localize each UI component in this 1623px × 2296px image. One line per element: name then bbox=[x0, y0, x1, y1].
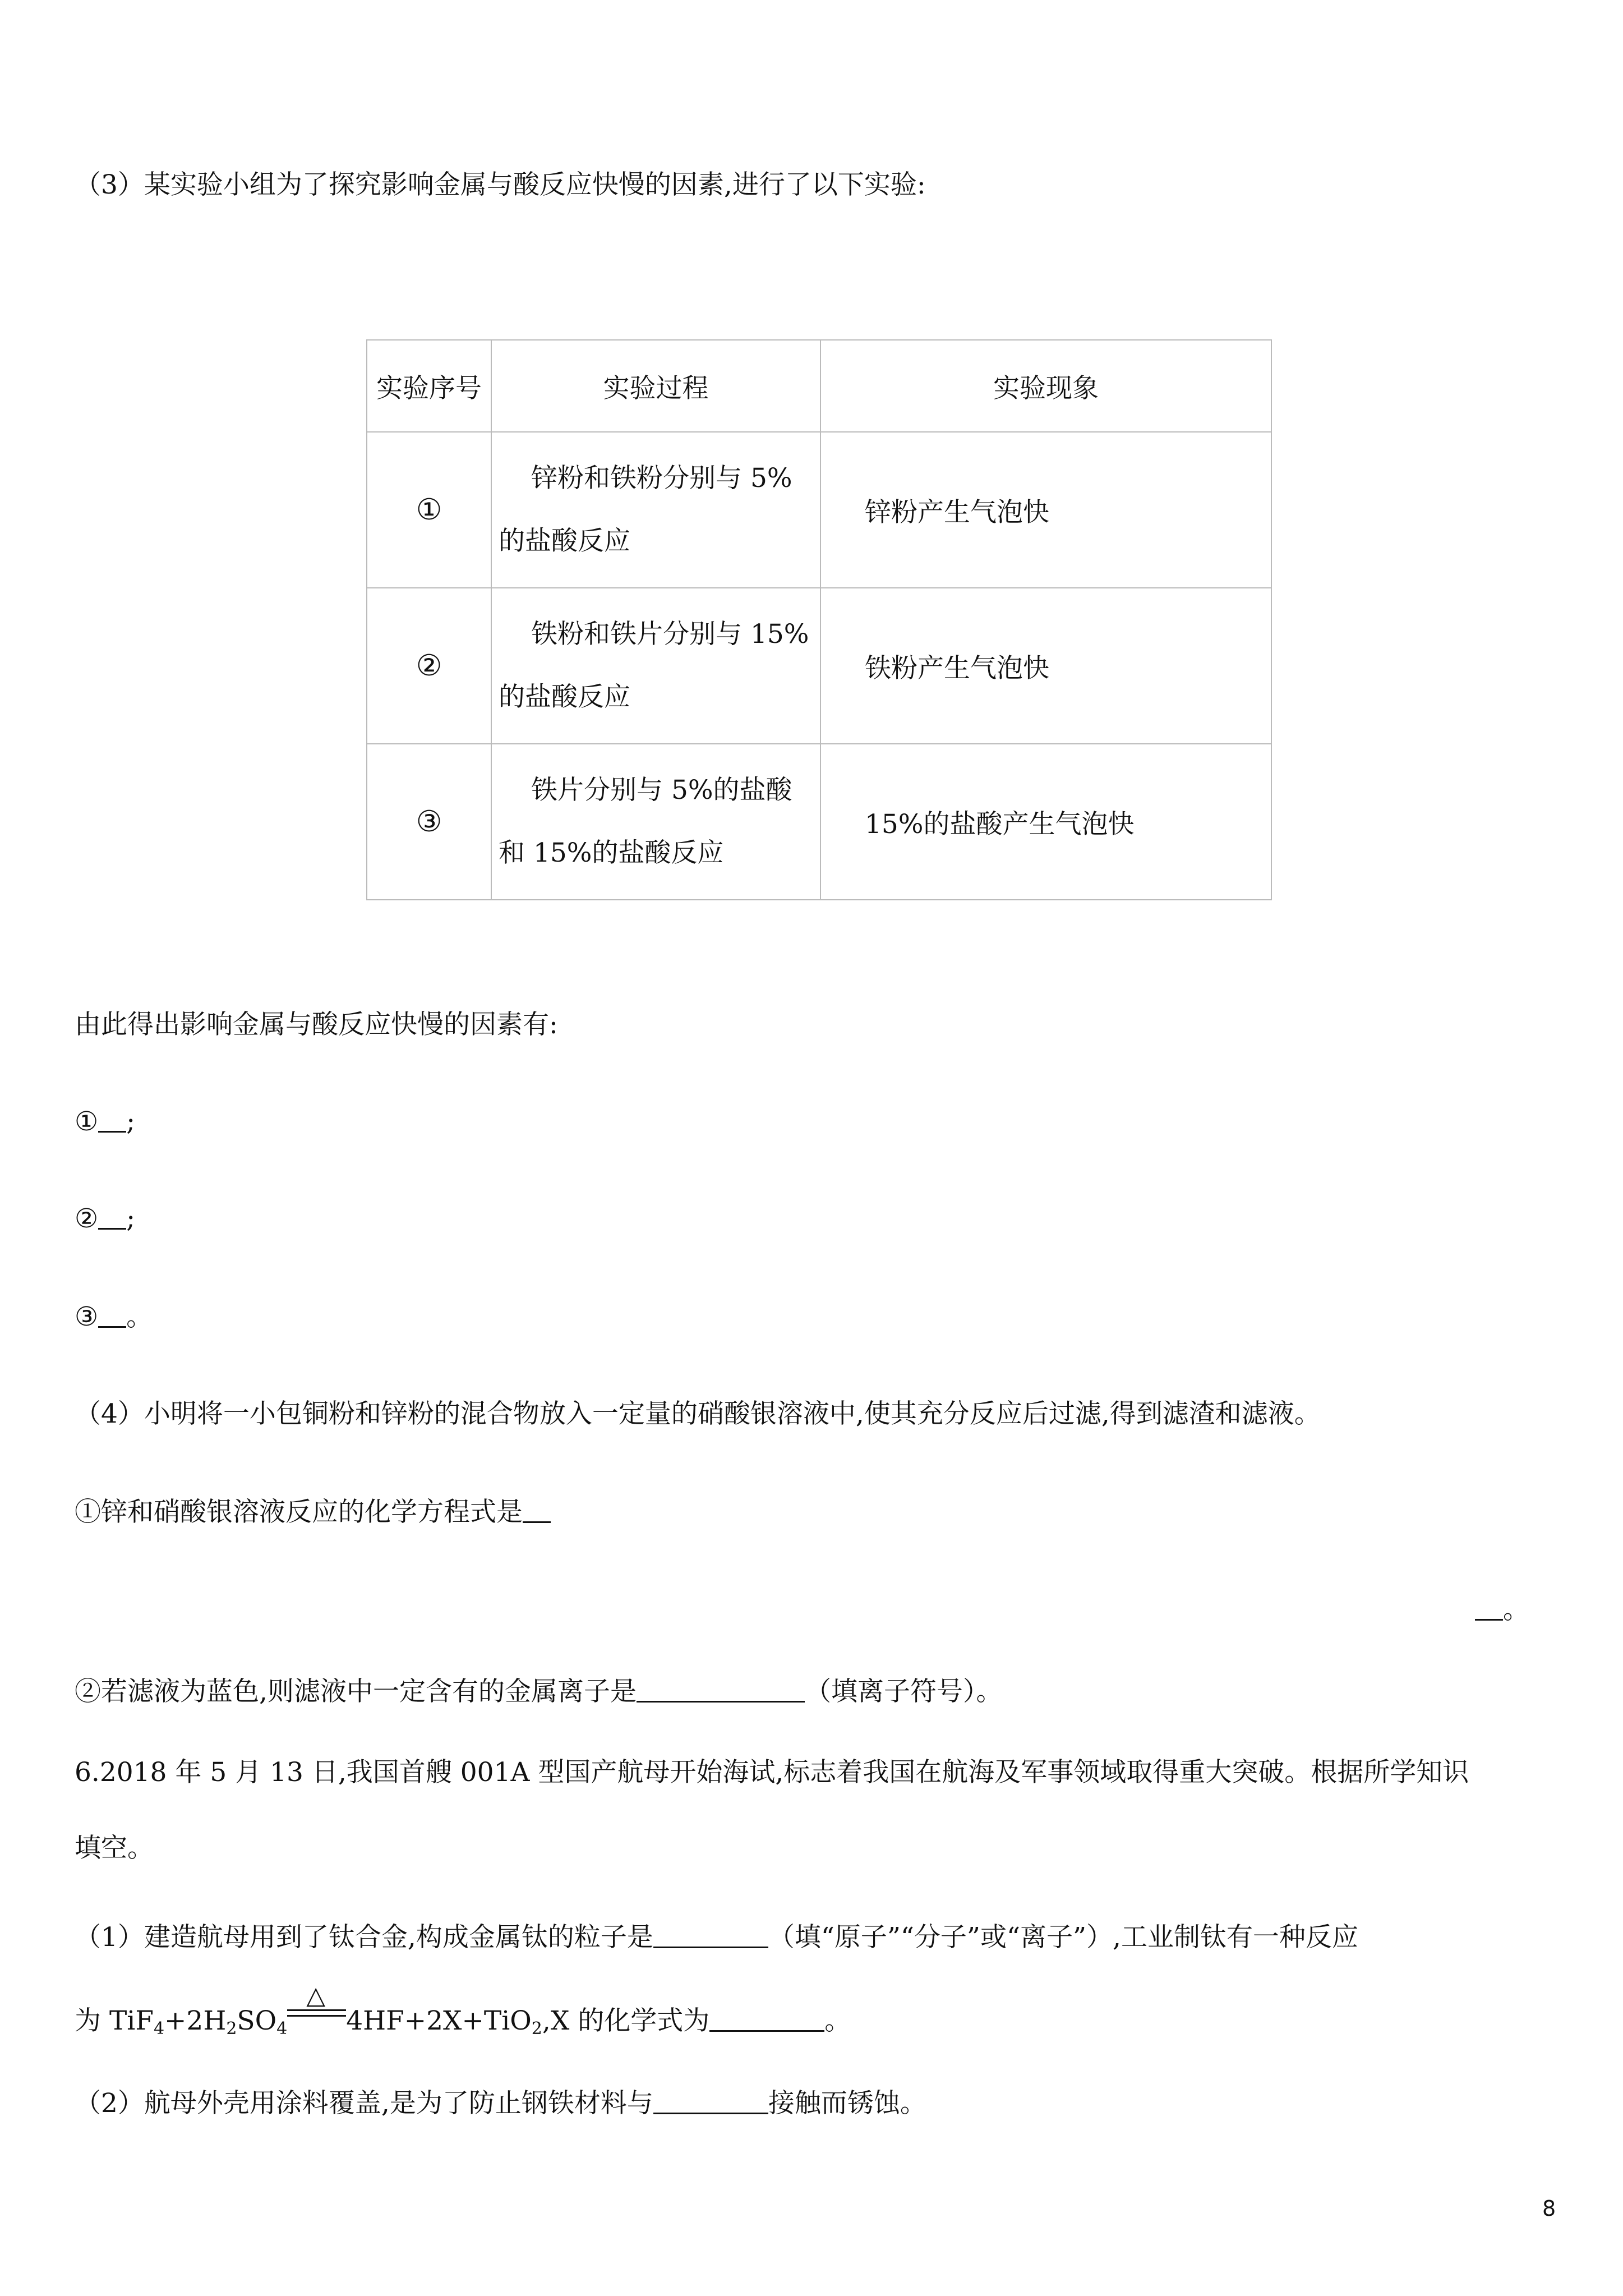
row-number: ① bbox=[367, 432, 491, 588]
question-4-1: ①锌和硝酸银溶液反应的化学方程式是 bbox=[75, 1496, 551, 1529]
row-number: ③ bbox=[367, 744, 491, 900]
row-phenomenon: 铁粉产生气泡快 bbox=[820, 588, 1271, 744]
heat-equals-sign: △ bbox=[287, 2008, 346, 2031]
factor-1: ① ; bbox=[75, 1106, 135, 1137]
row-process: 锌粉和铁粉分别与 5% 的盐酸反应 bbox=[491, 432, 820, 588]
experiment-table bbox=[366, 339, 1272, 900]
answer-blank[interactable] bbox=[637, 1678, 805, 1703]
page-number: 8 bbox=[1542, 2196, 1556, 2221]
answer-blank[interactable] bbox=[709, 2008, 824, 2032]
row-phenomenon: 15%的盐酸产生气泡快 bbox=[820, 744, 1271, 900]
question-4-1-continuation: 。 bbox=[1475, 1593, 1529, 1627]
header-process: 实验过程 bbox=[491, 340, 820, 432]
factor-2: ② ; bbox=[75, 1203, 135, 1234]
answer-blank[interactable] bbox=[653, 1924, 768, 1948]
question-6-2: （2）航母外壳用涂料覆盖,是为了防止钢铁材料与 接触而锈蚀。 bbox=[75, 2088, 926, 2119]
table-row bbox=[367, 432, 1271, 588]
question-4-intro: （4）小明将一小包铜粉和锌粉的混合物放入一定量的硝酸银溶液中,使其充分反应后过滤,得到滤渣和滤液。 bbox=[75, 1398, 1321, 1429]
question-6-line-2: 填空。 bbox=[75, 1833, 154, 1864]
question-4-2: ②若滤液为蓝色,则滤液中一定含有的金属离子是 （填离子符号）。 bbox=[75, 1676, 1003, 1707]
question-6-1-equation: 为 $TiF_4+2H_2SO_4$ △ 4HF+2X+TiO$_2$,X 的化学式为 。 bbox=[75, 1981, 851, 2039]
question-6-1: （1）建造航母用到了钛合金,构成金属钛的粒子是 （填“原子”“分子”或“离子”）,工业制钛有一种反应 bbox=[75, 1922, 1358, 1953]
answer-blank[interactable] bbox=[1475, 1596, 1503, 1621]
conclusion-text: 由此得出影响金属与酸反应快慢的因素有: bbox=[75, 1009, 558, 1040]
answer-blank[interactable] bbox=[98, 1205, 126, 1230]
row-process: 铁片分别与 5%的盐酸 和 15%的盐酸反应 bbox=[491, 744, 820, 900]
answer-blank[interactable] bbox=[98, 1108, 126, 1133]
table-row bbox=[367, 588, 1271, 744]
question-6-line-1: 6.2018 年 5 月 13 日,我国首艘 001A 型国产航母开始海试,标志着我国在航海及军事领域取得重大突破。根据所学知识 bbox=[75, 1757, 1469, 1788]
header-phenomenon: 实验现象 bbox=[820, 340, 1271, 432]
answer-blank[interactable] bbox=[653, 2090, 768, 2114]
row-phenomenon: 锌粉产生气泡快 bbox=[820, 432, 1271, 588]
header-seq: 实验序号 bbox=[367, 340, 491, 432]
question-3-intro: （3）某实验小组为了探究影响金属与酸反应快慢的因素,进行了以下实验: bbox=[75, 169, 926, 200]
row-process: 铁粉和铁片分别与 15% 的盐酸反应 bbox=[491, 588, 820, 744]
table-header-row bbox=[367, 340, 1271, 432]
row-number: ② bbox=[367, 588, 491, 744]
table-row bbox=[367, 744, 1271, 900]
answer-blank[interactable] bbox=[523, 1499, 551, 1523]
answer-blank[interactable] bbox=[98, 1304, 126, 1328]
factor-3: ③ 。 bbox=[75, 1301, 153, 1332]
